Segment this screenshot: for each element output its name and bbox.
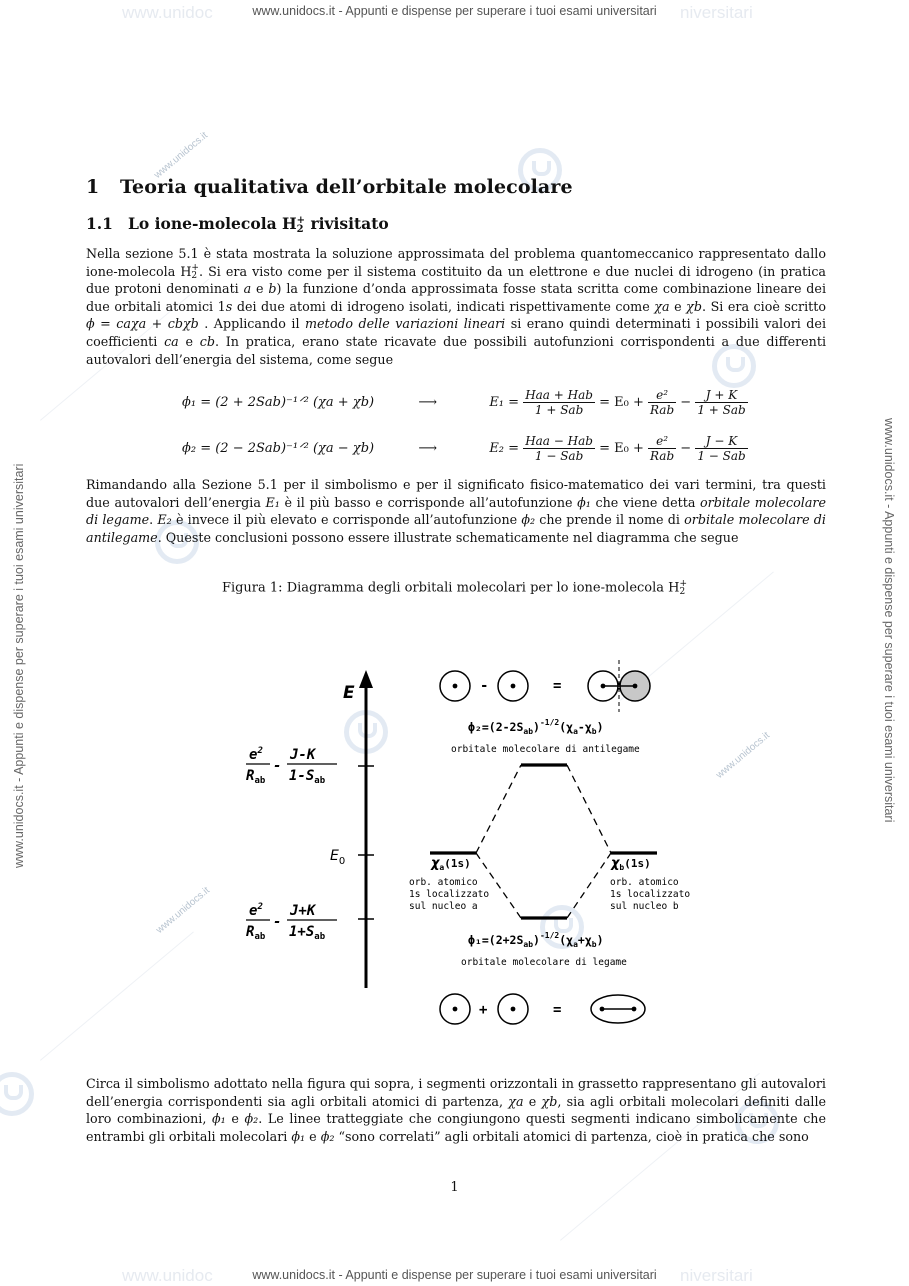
para2-math: E₂ xyxy=(157,512,172,528)
eq2-frac2: $\frac{\text{e²}}{\text{Rab}}$ xyxy=(650,434,675,463)
subsection-title-suffix: rivisitato xyxy=(305,214,389,233)
svg-text:e2: $e^2$ xyxy=(249,902,263,919)
watermark-diagonal: www.unidocs.it xyxy=(152,130,210,181)
para3-math: χa xyxy=(508,1093,524,1109)
eq1-arrow: ⟶ xyxy=(418,395,438,410)
eq1-e: E₁ = xyxy=(489,395,520,410)
para1-math: χb xyxy=(686,298,702,314)
orb-a-line3: sul nucleo a xyxy=(409,901,478,912)
para1-text: . In pratica, erano state ricavate due possibili autofunzioni corrispondenti a due differenti autovalori dell’energia del sistema, come segue xyxy=(86,333,827,367)
bottom-plus: + xyxy=(479,1002,488,1018)
para1-text: e xyxy=(669,298,687,314)
para1-text: s xyxy=(225,298,233,314)
para3-text: Circa il simbolismo adottato nella figura qui sopra, i segmenti orizzontali in grassetto rappresentano gli autovalori dell’energia corrispondenti sia agli orbitali atomici di partenza, xyxy=(86,1076,826,1109)
para3-text: e xyxy=(305,1128,321,1144)
antibonding-sketch xyxy=(440,660,650,712)
watermark-footer: www.unidocs.it - Appunti e dispense per superare i tuoi esami universitari xyxy=(252,1268,657,1282)
eq1-frac1: $\frac{\text{Haa + Hab}}{\text{1 + Sab}}$ xyxy=(525,388,593,417)
phi2-label: $\phi_2=(2-2S_{ab})^{-1/2}(\chi_a-\chi_b)$ xyxy=(468,718,604,736)
section-number: 1 xyxy=(86,176,100,198)
h2-plus-scripts: + 2 xyxy=(296,215,306,235)
para3-math: χb xyxy=(541,1093,558,1109)
para1-text: . Applicando il xyxy=(198,316,305,332)
bonding-orbital-icon xyxy=(591,995,645,1023)
orbital-b-icon xyxy=(498,671,528,701)
svg-text:e2: $e^2$ xyxy=(249,746,263,763)
watermark-ghost: www.unidoc xyxy=(122,3,213,22)
para1-math: ca xyxy=(164,333,179,349)
paragraph-intro xyxy=(86,245,826,368)
para2-text: è il più basso e corrisponde all’autofunzione xyxy=(279,494,578,510)
para1-text: e xyxy=(178,333,200,349)
chi-b-label: $\chi_b(1s)$ xyxy=(611,856,651,872)
phi1-label: $\phi_1=(2+2S_{ab})^{-1/2}(\chi_a+\chi_b)$ xyxy=(468,931,604,949)
top-minus: - xyxy=(480,678,489,694)
eq1-frac3: $\frac{J + K}{\text{1 + Sab}}$ xyxy=(697,388,746,417)
eq2-left: ϕ₂ = (2 − 2Sab)⁻¹ᐟ² (χa − χb) xyxy=(182,441,375,456)
orb-b-line3: sul nucleo b xyxy=(610,901,679,912)
para2-text: . Queste conclusioni possono essere illustrate schematicamente nel diagramma che segue xyxy=(157,529,739,545)
orb-b-line2: 1s localizzato xyxy=(610,889,691,900)
eq1-frac2: $\frac{\text{e²}}{\text{Rab}}$ xyxy=(650,388,675,417)
eq2-minus: − xyxy=(680,441,692,456)
para1-text: metodo delle variazioni lineari xyxy=(304,316,506,332)
equation-1 xyxy=(182,388,748,417)
para1-text: si erano quindi determinati i possibili valori dei coefficienti xyxy=(86,316,826,349)
svg-text:J+K: J+K xyxy=(290,903,316,919)
orb-a-line1: orb. atomico xyxy=(409,877,478,888)
watermark-diagonal: www.unidocs.it xyxy=(154,885,212,936)
svg-text:-: - xyxy=(273,758,282,774)
para1-math: ϕ = caχa + cbχb xyxy=(86,316,199,332)
para3-math: ϕ₁ xyxy=(291,1128,306,1144)
para3-math: ϕ₂ xyxy=(320,1128,335,1144)
para2-text: Rimandando alla Sezione 5.1 per il simbolismo e per il significato fisico-matematico dei vari termini, tra questi due autovalori dell’energia xyxy=(86,477,826,510)
para1-text: ) la funzione d’onda approssimata fosse stata scritta come combinazione lineare dei due orbitali atomici 1 xyxy=(86,281,826,314)
eq2-arrow: ⟶ xyxy=(418,441,438,456)
para3-math: ϕ₂ xyxy=(244,1111,259,1127)
equation-2 xyxy=(182,434,748,463)
eq2-eq: = E₀ + xyxy=(599,441,644,456)
orb-b-line1: orb. atomico xyxy=(610,877,679,888)
subsection-title xyxy=(86,214,389,234)
subsection-number: 1.1 xyxy=(86,214,113,233)
watermark-ghost: niversitari xyxy=(680,3,753,22)
watermark-logo-icon xyxy=(344,710,388,754)
para1-math: cb xyxy=(199,333,215,349)
svg-text:-: - xyxy=(273,914,282,930)
orbital-a-icon xyxy=(440,671,470,701)
para2-math: ϕ₂ xyxy=(521,512,536,528)
phi2-name: orbitale molecolare di antilegame xyxy=(451,744,640,755)
eq2-e: E₂ = xyxy=(489,441,520,456)
watermark-side-left: www.unidocs.it - Appunti e dispense per superare i tuoi esami universitari xyxy=(12,463,26,868)
para3-math: ϕ₁ xyxy=(211,1111,226,1127)
page-number: 1 xyxy=(450,1180,459,1195)
lower-energy-label xyxy=(246,902,337,942)
para2-text: orbitale molecolare di antilegame xyxy=(86,512,826,545)
para3-text: e xyxy=(225,1111,245,1127)
svg-text:J-K: J-K xyxy=(290,747,316,763)
correlation-lines xyxy=(476,765,611,918)
para1-text: dei due atomi di idrogeno isolati, indicati rispettivamente come xyxy=(232,298,655,314)
svg-text:1+Sab: $1+S_{ab}$ xyxy=(289,924,326,942)
paragraph-symbolism xyxy=(86,1075,826,1145)
para2-math: E₁ xyxy=(265,494,280,510)
watermark-ghost: niversitari xyxy=(680,1266,753,1285)
figure-caption xyxy=(0,580,909,596)
eq2-frac3: $\frac{J - K}{\text{1 − Sab}}$ xyxy=(697,434,746,463)
energy-axis-arrow-icon xyxy=(359,670,373,688)
watermark-logo-icon xyxy=(540,905,584,949)
eq1-minus: − xyxy=(680,395,692,410)
para1-text: e xyxy=(251,281,269,297)
h2-plus-scripts: + 2 xyxy=(191,263,199,282)
subsection-title-prefix: Lo ione-molecola H xyxy=(128,214,297,233)
para2-text: . xyxy=(149,512,158,528)
top-equals: = xyxy=(553,678,562,694)
orbital-b-icon xyxy=(498,994,528,1024)
phi1-name: orbitale molecolare di legame xyxy=(461,957,627,968)
paragraph-discussion xyxy=(86,476,826,546)
svg-text:1-Sab: $1-S_{ab}$ xyxy=(289,768,326,786)
eq1-eq: = E₀ + xyxy=(599,395,644,410)
para1-text: . Si era cioè scritto xyxy=(701,298,826,314)
para2-text: orbitale molecolare di legame xyxy=(86,494,826,528)
para1-text: b xyxy=(268,281,277,297)
watermark-header: www.unidocs.it - Appunti e dispense per superare i tuoi esami universitari xyxy=(252,4,657,18)
watermark-diagonal: www.unidocs.it xyxy=(714,730,772,781)
antibonding-lobe-a-icon xyxy=(588,671,618,701)
h2-plus-scripts: + 2 xyxy=(679,579,688,597)
eq2-frac1: $\frac{\text{Haa − Hab}}{\text{1 − Sab}}$ xyxy=(525,434,593,463)
axis-label: E xyxy=(343,683,355,703)
watermark-ghost: www.unidoc xyxy=(122,1266,213,1285)
para1-math: χa xyxy=(654,298,670,314)
section-title-text: Teoria qualitativa dell’orbitale molecolare xyxy=(120,176,573,198)
para3-text: “sono correlati” agli orbitali atomici di partenza, cioè in pratica che sono xyxy=(334,1128,809,1144)
section-title xyxy=(86,176,573,198)
e0-label: $E_0$ xyxy=(330,848,346,867)
svg-text:Rab: $R_{ab}$ xyxy=(246,768,266,786)
svg-text:Rab: $R_{ab}$ xyxy=(246,924,266,942)
caption-text: Figura 1: Diagramma degli orbitali molecolari per lo ione-molecola H xyxy=(221,580,680,596)
para2-text: è invece il più elevato e corrisponde all’autofunzione xyxy=(171,512,522,528)
para2-text: che viene detta xyxy=(590,494,701,510)
orb-a-line2: 1s localizzato xyxy=(409,889,490,900)
para1-text: Nella sezione 5.1 è stata mostrata la soluzione approssimata del problema quantomeccanico rappresentato dallo ione-molecola H xyxy=(86,246,826,279)
para2-text: che prende il nome di xyxy=(535,512,685,528)
para3-text: , sia agli orbitali molecolari definiti dalle loro combinazioni, xyxy=(86,1093,827,1127)
eq1-left: ϕ₁ = (2 + 2Sab)⁻¹ᐟ² (χa + χb) xyxy=(182,395,375,410)
bottom-equals: = xyxy=(553,1002,562,1018)
watermark-line xyxy=(40,931,194,1060)
watermark-logo-icon xyxy=(0,1072,34,1116)
chi-a-label: $\chi_a(1s)$ xyxy=(431,856,471,872)
bonding-sketch xyxy=(440,994,645,1024)
orbital-a-icon xyxy=(440,994,470,1024)
para3-text: . Le linee tratteggiate che congiungono questi segmenti indicano simbolicamente che entrambi gli orbitali molecolari xyxy=(86,1111,826,1144)
para3-text: e xyxy=(523,1093,542,1109)
para1-text: . Si era visto come per il sistema costituito da un elettrone e due nuclei di idrogeno (in pratica due protoni denominati xyxy=(86,263,826,297)
watermark-side-right: www.unidocs.it - Appunti e dispense per superare i tuoi esami universitari xyxy=(882,418,896,823)
upper-energy-label xyxy=(246,746,337,786)
para1-text: a xyxy=(243,281,252,297)
para2-math: ϕ₁ xyxy=(577,494,591,510)
